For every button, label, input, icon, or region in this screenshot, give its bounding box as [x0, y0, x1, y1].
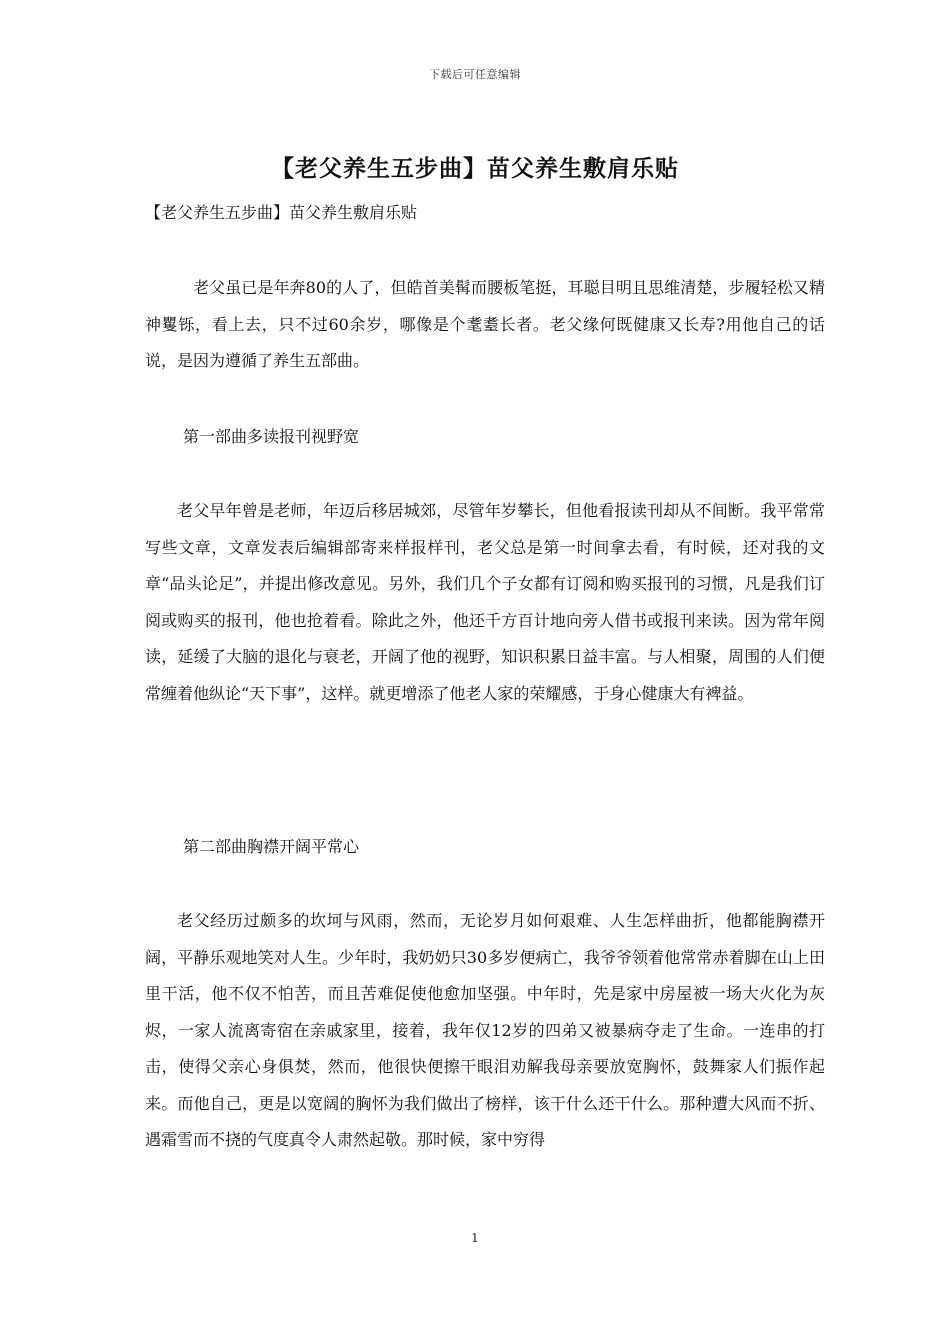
document-title: 【老父养生五步曲】苗父养生敷肩乐贴	[271, 155, 679, 182]
section-2-heading: 第二部曲胸襟开阔平常心	[183, 837, 360, 856]
section-2-paragraph: 老父经历过颇多的坎坷与风雨，然而，无论岁月如何艰难、人生怎样曲折，他都能胸襟开阔，平静乐观地笑对人生。少年时，我奶奶只30多岁便病亡，我爷爷领着他常常赤着脚在山上田里干活，他不仅不怕苦，而且苦难促使他愈加坚强。中年时，先是家中房屋被一场大火化为灰烬，一家人流离寄宿在亲戚家里，接着，我年仅12岁的四弟又被暴病夺走了生命。一连串的打击，使得父亲心身俱焚，然而，他很快便擦干眼泪劝解我母亲要放宽胸怀，鼓舞家人们振作起来。而他自己，更是以宽阔的胸怀为我们做出了榜样，该干什么还干什么。那种遭大风而不折、遇霜雪而不挠的气度真令人肃然起敬。那时候，家中穷得	[145, 911, 825, 1149]
intro-paragraph: 老父虽已是年奔80的人了，但皓首美髯而腰板笔挺，耳聪目明且思维清楚，步履轻松又精神矍铄，看上去，只不过60余岁，哪像是个耄耋长者。老父缘何既健康又长寿?用他自己的话说，是因为遵循了养生五部曲。	[145, 278, 825, 370]
page-number: 1	[471, 1231, 479, 1245]
section-1-heading: 第一部曲多读报刊视野宽	[183, 427, 360, 446]
page-header: 下载后可任意编辑	[429, 68, 521, 81]
section-1-paragraph: 老父早年曾是老师，年迈后移居城郊，尽管年岁攀长，但他看报读刊却从不间断。我平常常写些文章，文章发表后编辑部寄来样报样刊，老父总是第一时间拿去看，有时候，还对我的文章“品头论足”，并提出修改意见。另外，我们几个子女都有订阅和购买报刊的习惯，凡是我们订阅或购买的报刊，他也抢着看。除此之外，他还千方百计地向旁人借书或报刊来读。因为常年阅读，延缓了大脑的退化与衰老，开阔了他的视野，知识积累日益丰富。与人相聚，周围的人们便常缠着他纵论“天下事”，这样。就更增添了他老人家的荣耀感，于身心健康大有裨益。	[145, 501, 825, 703]
document-subtitle: 【老父养生五步曲】苗父养生敷肩乐贴	[145, 203, 418, 222]
